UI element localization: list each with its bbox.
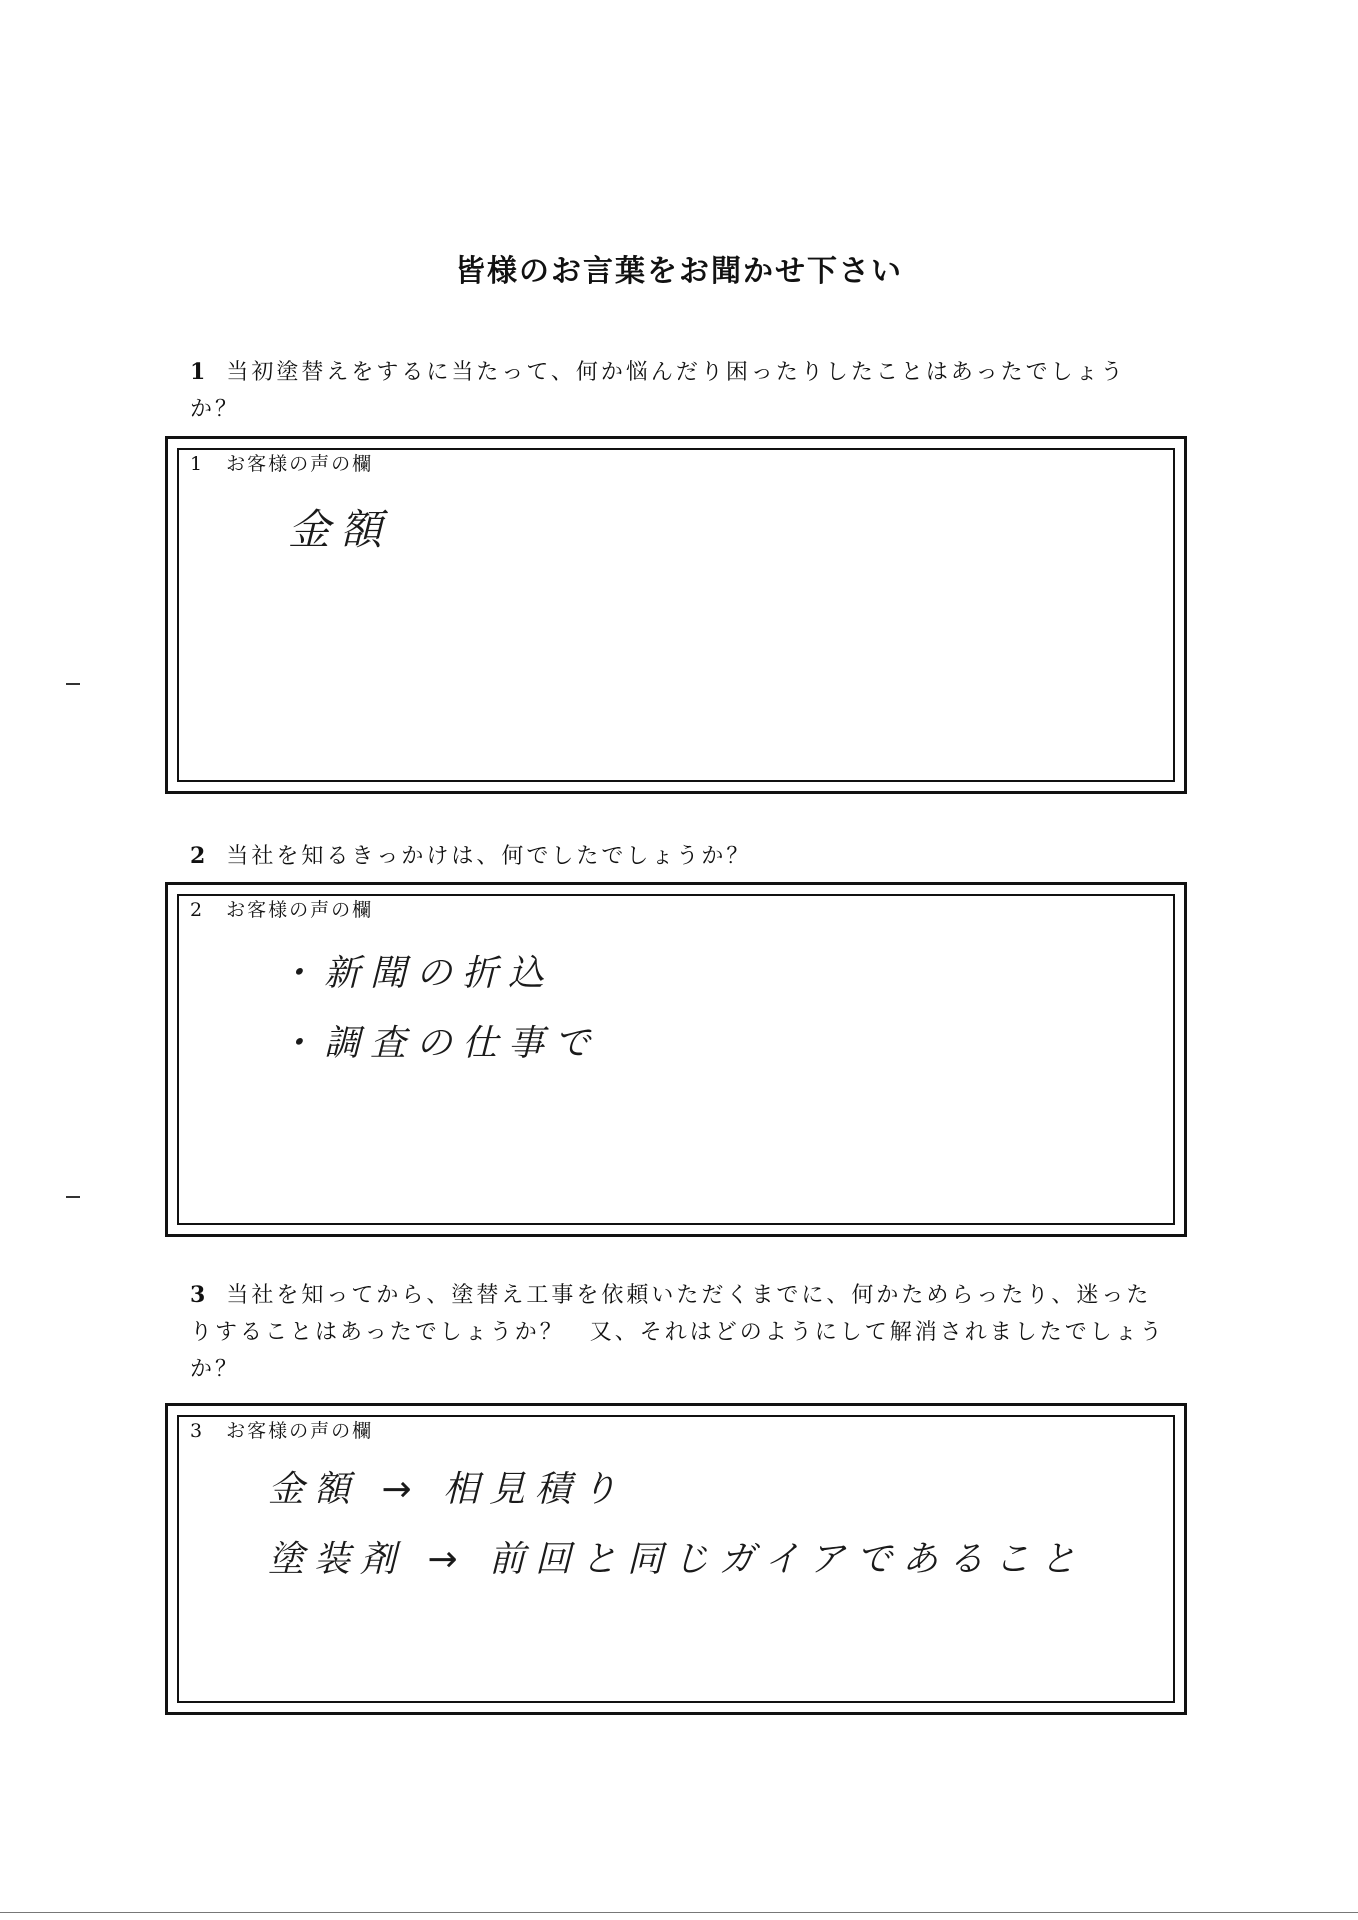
question-number: 1	[190, 359, 209, 385]
box-number: 3	[190, 1420, 205, 1442]
page-bottom-edge	[0, 1912, 1358, 1913]
margin-tick	[66, 683, 80, 685]
answer-box-label	[190, 449, 373, 476]
box-label-text: お客様の声の欄	[226, 453, 374, 475]
question-text: 当社を知ってから、塗替え工事を依頼いただくまでに、何かためらったり、迷ったりすることはあったでしょうか？ 又、それはどのようにして解消されましたでしょうか？	[190, 1283, 1165, 1382]
question-number: 3	[190, 1282, 209, 1308]
handwritten-answer-line: 金額	[288, 505, 393, 554]
question-1	[190, 354, 1170, 428]
answer-box-label	[190, 895, 373, 922]
answer-box-label	[190, 1416, 373, 1443]
box-label-text: お客様の声の欄	[226, 1420, 374, 1442]
box-number: 2	[190, 899, 205, 921]
question-2	[190, 838, 1170, 875]
box-label-text: お客様の声の欄	[226, 899, 374, 921]
question-number: 2	[190, 843, 209, 869]
question-text: 当初塗替えをするに当たって、何か悩んだり困ったりしたことはあったでしょうか？	[190, 360, 1126, 422]
question-text: 当社を知るきっかけは、何でしたでしょうか？	[226, 844, 752, 869]
answer-box-3	[165, 1403, 1187, 1715]
margin-tick	[66, 1196, 80, 1198]
handwritten-answer-line: ・調査の仕事で	[278, 1023, 601, 1064]
question-3	[190, 1277, 1170, 1388]
answer-box-1	[165, 436, 1187, 794]
page-title: 皆様のお言葉をお聞かせ下さい	[455, 254, 903, 289]
box-number: 1	[190, 453, 205, 475]
handwritten-answer-line: 塗装剤 → 前回と同じガイアであること	[268, 1539, 1086, 1580]
handwritten-answer-line: 金額 → 相見積り	[268, 1469, 628, 1510]
answer-box-2	[165, 882, 1187, 1237]
handwritten-answer-line: ・新聞の折込	[278, 953, 555, 994]
